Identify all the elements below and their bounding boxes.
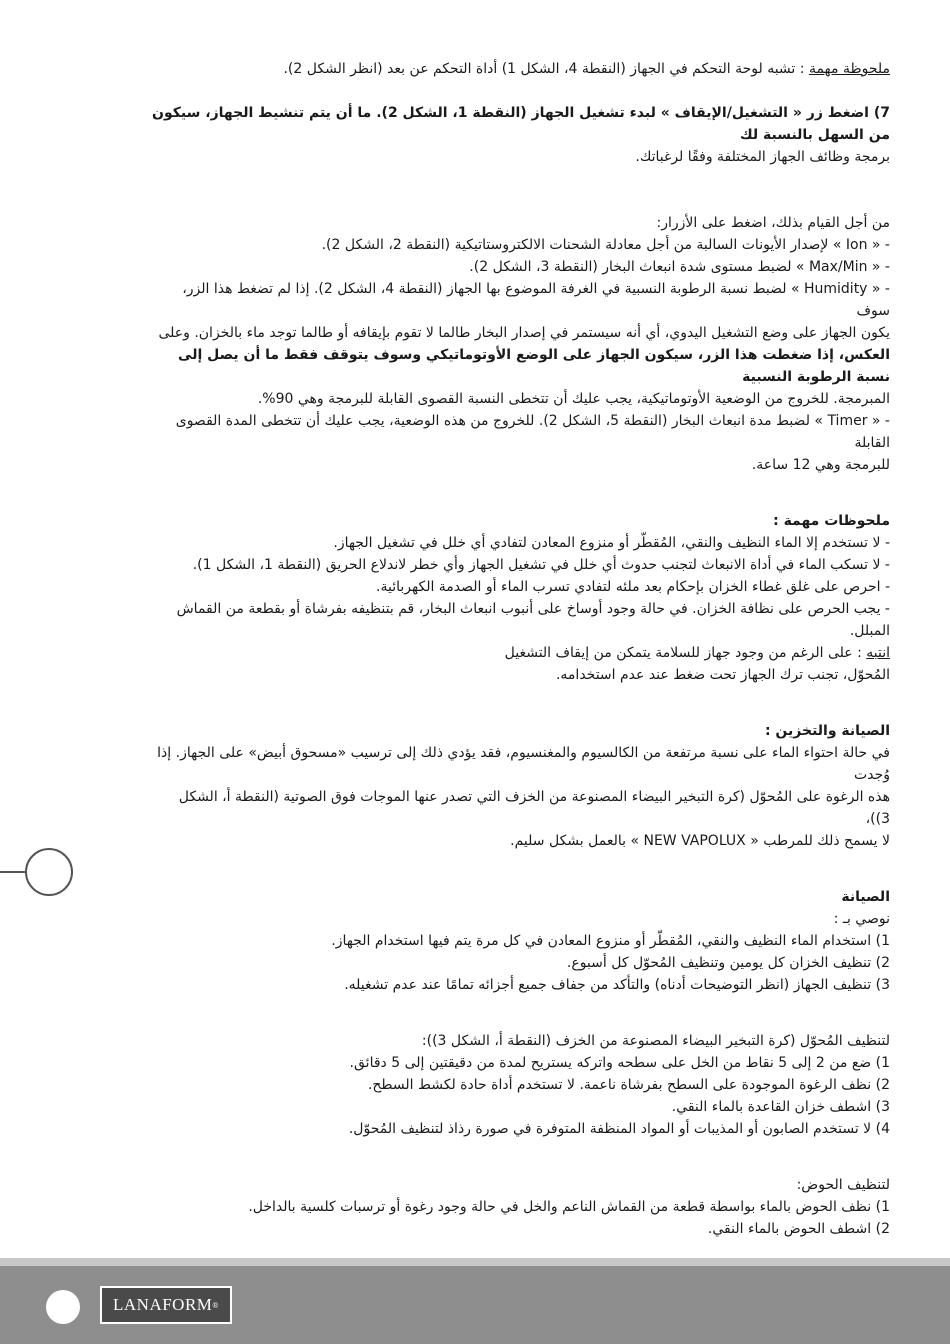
logo-registered: ® [212, 1300, 219, 1310]
maintenance-item-1: 1) استخدام الماء النظيف والنقي، المُقطّر أو منزوع المعادن في كل مرة يتم فيها استخدام الجهاز. [331, 933, 890, 949]
button-humidity-3: العكس، إذا ضغطت هذا الزر، سيكون الجهاز على الوضع الأوتوماتيكي وسوف يتوقف فقط ما أن يصل إلى نسبة الرطوبة النسبية [178, 347, 890, 385]
button-timer-1: - « Timer » لضبط مدة انبعاث البخار (النقطة 5، الشكل 2). للخروج من هذه الوضعية، يجب عليك أن تتخطى المدة القصوى القابلة [175, 413, 890, 451]
button-humidity-1: - « Humidity » لضبط نسبة الرطوبة النسبية في الغرفة الموضوع بها الجهاز (النقطة 4، الشكل 2). إذا لم تضغط هذا الزر، سوف [182, 281, 890, 319]
maintenance-title: الصيانة [841, 889, 890, 905]
button-timer-2: للبرمجة وهي 12 ساعة. [751, 457, 890, 473]
important-item-1: - لا تستخدم إلا الماء النظيف والنقي، المُقطّر أو منزوع المعادن لتفادي أي خلل في تشغيل الجهاز. [333, 535, 890, 551]
warning-label: انتبه [866, 645, 890, 661]
maint-storage-line-2: هذه الرغوة على المُحوّل (كرة التبخير البيضاء المصنوعة من الخزف التي تصدر عنها الموجات فوق الصوتية (النقطة أ، الشكل 3))، [178, 789, 890, 827]
clean-transducer-title: لتنظيف المُحوّل (كرة التبخير البيضاء المصنوعة من الخزف (النقطة أ، الشكل 3)): [421, 1033, 890, 1049]
maint-storage-title: الصيانة والتخزين : [764, 723, 890, 739]
lanaform-logo [100, 1286, 232, 1324]
side-tab-line [0, 871, 26, 873]
button-maxmin: - « Max/Min » لضبط مستوى شدة انبعاث البخار (النقطة 3، الشكل 2). [469, 259, 890, 275]
clean-transducer-item-4: 4) لا تستخدم الصابون أو المذيبات أو المواد المنظفة المتوفرة في صورة رذاذ لتنظيف المُحوّل. [348, 1121, 890, 1137]
step7-line-2: برمجة وظائف الجهاز المختلفة وفقًا لرغباتك. [635, 149, 890, 165]
maintenance-item-2: 2) تنظيف الخزان كل يومين وتنظيف المُحوّل كل أسبوع. [566, 955, 890, 971]
note-top-text: : تشبه لوحة التحكم في الجهاز (النقطة 4، الشكل 1) أداة التحكم عن بعد (انظر الشكل 2). [283, 61, 805, 77]
warning-line-2: المُحوّل، تجنب ترك الجهاز تحت ضغط عند عدم استخدامه. [555, 667, 890, 683]
buttons-intro: من أجل القيام بذلك، اضغط على الأزرار: [656, 215, 890, 231]
clean-transducer-item-1: 1) ضع من 2 إلى 5 نقاط من الخل على سطحه واتركه يستريح لمدة من دقيقتين إلى 5 دقائق. [349, 1055, 890, 1071]
warning-text: : على الرغم من وجود جهاز للسلامة يتمكن من إيقاف التشغيل [504, 645, 862, 661]
important-item-2: - لا تسكب الماء في أداة الانبعاث لتجنب حدوث أي خلل في تشغيل الجهاز وأي خطر لاندلاع الحريق (النقطة 1، الشكل 1). [192, 557, 890, 573]
clean-basin-title: لتنظيف الحوض: [796, 1177, 890, 1193]
logo-text: LANAFORM [113, 1295, 213, 1314]
clean-transducer-item-3: 3) اشطف خزان القاعدة بالماء النقي. [671, 1099, 890, 1115]
button-humidity-2: يكون الجهاز على وضع التشغيل اليدوي، أي أنه سيستمر في إصدار البخار طالما لا تقوم بإيقافه أو طالما توجد ماء بالخزان. وعلى [158, 325, 890, 341]
maintenance-item-3: 3) تنظيف الجهاز (انظر التوضيحات أدناه) والتأكد من جفاف جميع أجزائه تمامًا عند عدم تشغيله. [344, 977, 890, 993]
side-tab-circle [25, 848, 73, 896]
important-item-4: - يجب الحرص على نظافة الخزان. في حالة وجود أوساخ على أنبوب انبعاث البخار، قم بتنظيفه بفرشاة أو بقطعة من القماش المبلل. [176, 601, 890, 639]
clean-basin-item-1: 1) نظف الحوض بالماء بواسطة قطعة من القماش الناعم والخل في حالة وجود رغوة أو ترسبات كلسية بالداخل. [248, 1199, 890, 1215]
important-item-3: - احرص على غلق غطاء الخزان بإحكام بعد ملئه لتفادي تسرب الماء أو الصدمة الكهربائية. [376, 579, 890, 595]
warning-line-1 [150, 642, 890, 664]
document-body [150, 58, 890, 1340]
clean-basin-item-2: 2) اشطف الحوض بالماء النقي. [707, 1221, 890, 1237]
important-title: ملحوظات مهمة : [773, 513, 890, 529]
clean-transducer-item-2: 2) نظف الرغوة الموجودة على السطح بفرشاة ناعمة. لا تستخدم أداة حادة لكشط السطح. [367, 1077, 890, 1093]
page-number-circle [46, 1290, 80, 1324]
note-top-label: ملحوظة مهمة [808, 61, 890, 77]
footer-strip [0, 1258, 950, 1266]
button-ion: - « Ion » لإصدار الأيونات السالبة من أجل معادلة الشحنات الالكتروستاتيكية (النقطة 2، الشكل 2). [321, 237, 890, 253]
step7-line-1: 7) اضغط زر « التشغيل/الإيقاف » لبدء تشغيل الجهاز (النقطة 1، الشكل 2). ما أن يتم تنشيط الجهاز، سيكون من السهل بالنسبة لك [152, 105, 890, 143]
button-humidity-4: المبرمجة. للخروج من الوضعية الأوتوماتيكية، يجب عليك أن تتخطى النسبة القصوى القابلة للبرمجة وهي 90%. [257, 391, 890, 407]
note-top [150, 58, 890, 80]
maintenance-intro: نوصي بـ : [833, 911, 890, 927]
maint-storage-line-1: في حالة احتواء الماء على نسبة مرتفعة من الكالسيوم والمغنسيوم، فقد يؤدي ذلك إلى ترسيب «مسحوق أبيض» على الجهاز. إذا وُجدت [157, 745, 890, 783]
maint-storage-line-3: لا يسمح ذلك للمرطب « NEW VAPOLUX » بالعمل بشكل سليم. [510, 833, 890, 849]
